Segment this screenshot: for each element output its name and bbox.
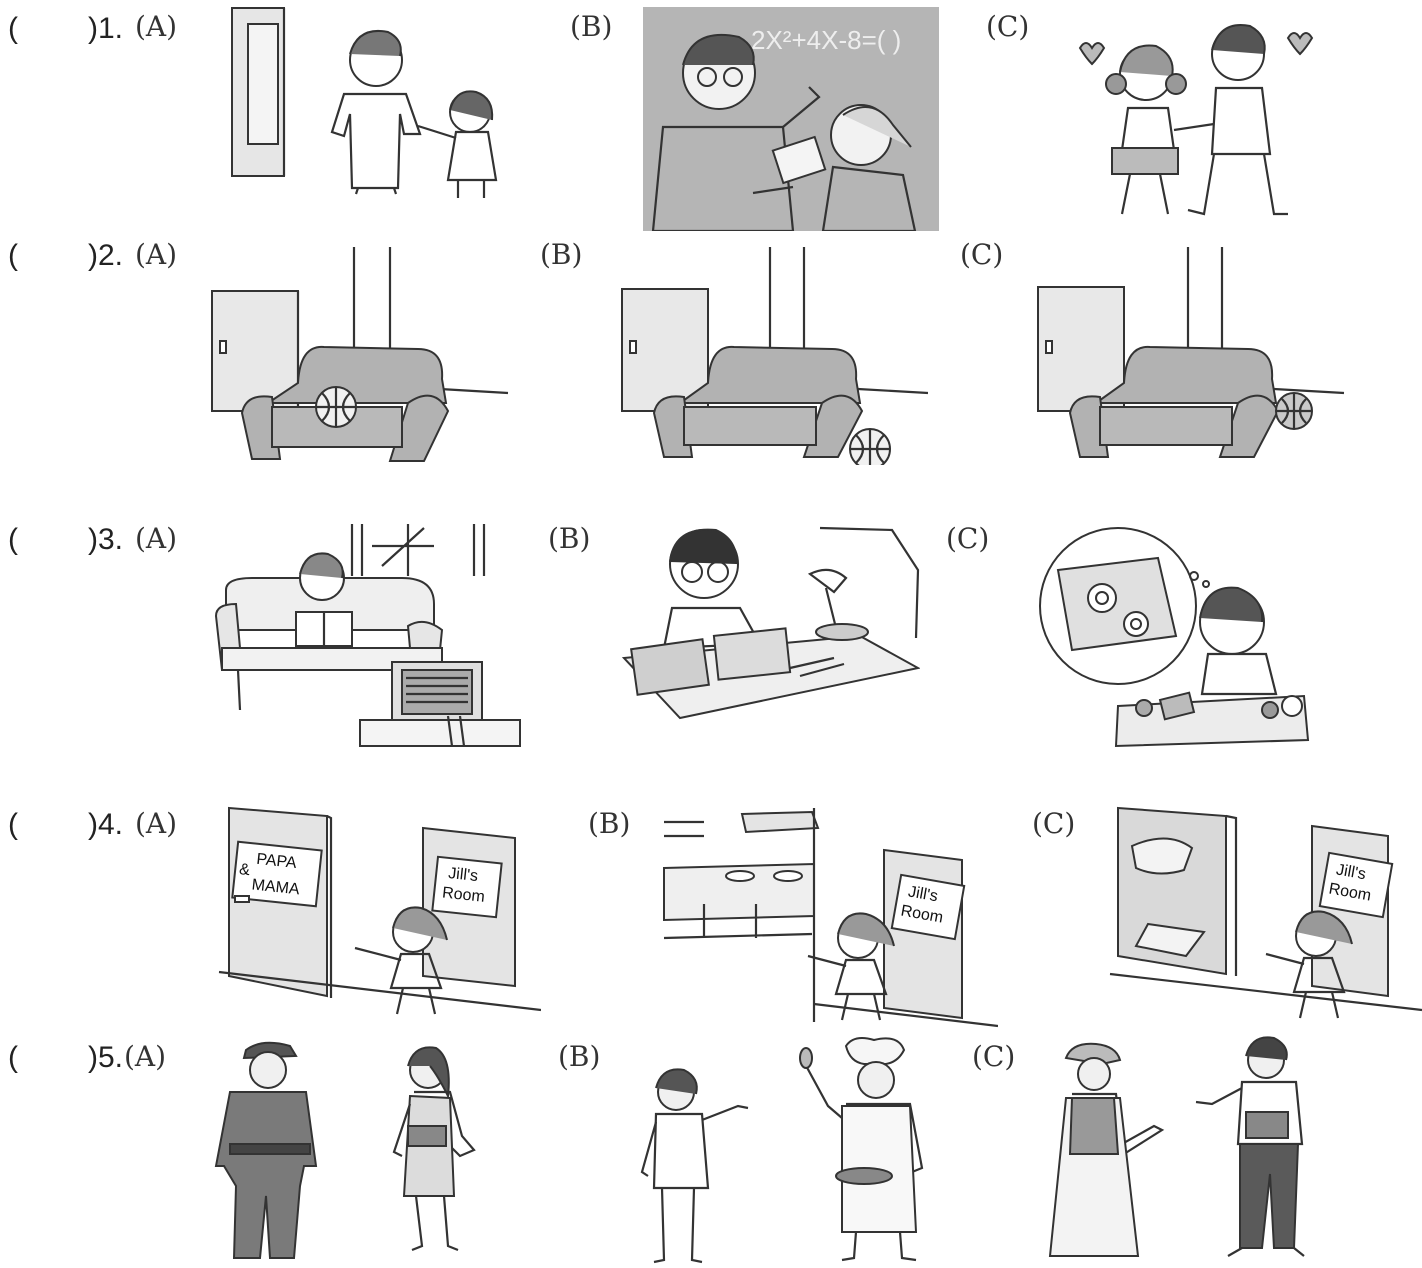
answer-paren: ( [8, 12, 18, 45]
option-label-a: (A) [124, 1040, 167, 1073]
option-label-a: (A) [135, 522, 178, 555]
jill-room-sign-line1: Jill's [1334, 861, 1368, 884]
option-label-a: (A) [135, 10, 178, 43]
option-label-a: (A) [135, 807, 178, 840]
parents-room-sign-line2: MAMA [250, 876, 301, 899]
answer-paren: ( [8, 1041, 18, 1074]
jill-room-sign-line2: Room [441, 884, 486, 906]
option-label-b: (B) [558, 1040, 601, 1073]
q2-picture-b-ball-in-front-of-sofa [618, 243, 928, 465]
question-number: )3. [88, 523, 124, 556]
option-label-b: (B) [540, 238, 583, 271]
q2-picture-a-ball-on-sofa [208, 243, 518, 465]
question-number: )1. [88, 12, 124, 45]
q1-picture-b-teacher-and-student [643, 7, 939, 231]
option-label-b: (B) [570, 10, 613, 43]
parents-room-sign-amp: & [238, 861, 251, 880]
q2-picture-c-ball-beside-sofa [1034, 243, 1346, 465]
option-label-c: (C) [960, 238, 1004, 271]
option-label-c: (C) [1032, 807, 1076, 840]
q5-picture-b-nurse-and-chef [628, 1036, 944, 1266]
parents-room-sign-line1: PAPA [255, 850, 298, 872]
option-label-b: (B) [588, 807, 631, 840]
option-label-b: (B) [548, 522, 591, 555]
q1-picture-c-couple-holding-hands [1068, 14, 1318, 224]
q1-picture-a-father-daughter-at-door [228, 4, 524, 204]
option-label-c: (C) [986, 10, 1030, 43]
q5-picture-a-police-officer-and-woman [200, 1036, 500, 1264]
q4-picture-b-jill-pointing-to-kitchen [662, 808, 998, 1028]
q3-picture-a-boy-reading-on-sofa-by-tv [212, 520, 522, 750]
answer-paren: ( [8, 808, 18, 841]
q4-picture-a-jill-pointing-to-parents-room [215, 800, 541, 1028]
q3-picture-c-boy-making-card [1032, 526, 1340, 748]
jill-room-sign-line1: Jill's [906, 883, 940, 906]
jill-room-sign-line1: Jill's [447, 865, 479, 886]
q4-picture-c-jill-pointing-to-bathroom [1108, 806, 1422, 1028]
jill-room-sign-line2: Room [899, 902, 945, 927]
jill-room-sign-line2: Room [1327, 880, 1373, 905]
question-number: )2. [88, 239, 124, 272]
question-number: )4. [88, 808, 124, 841]
answer-paren: ( [8, 523, 18, 556]
answer-paren: ( [8, 239, 18, 272]
question-number: )5. [88, 1041, 124, 1074]
q3-picture-b-boy-writing-at-desk [620, 518, 920, 730]
option-label-c: (C) [946, 522, 990, 555]
q5-picture-c-artist-and-reader [1042, 1034, 1342, 1264]
option-label-a: (A) [135, 238, 178, 271]
board-equation: 2X²+4X-8=( ) [751, 25, 902, 55]
option-label-c: (C) [972, 1040, 1016, 1073]
